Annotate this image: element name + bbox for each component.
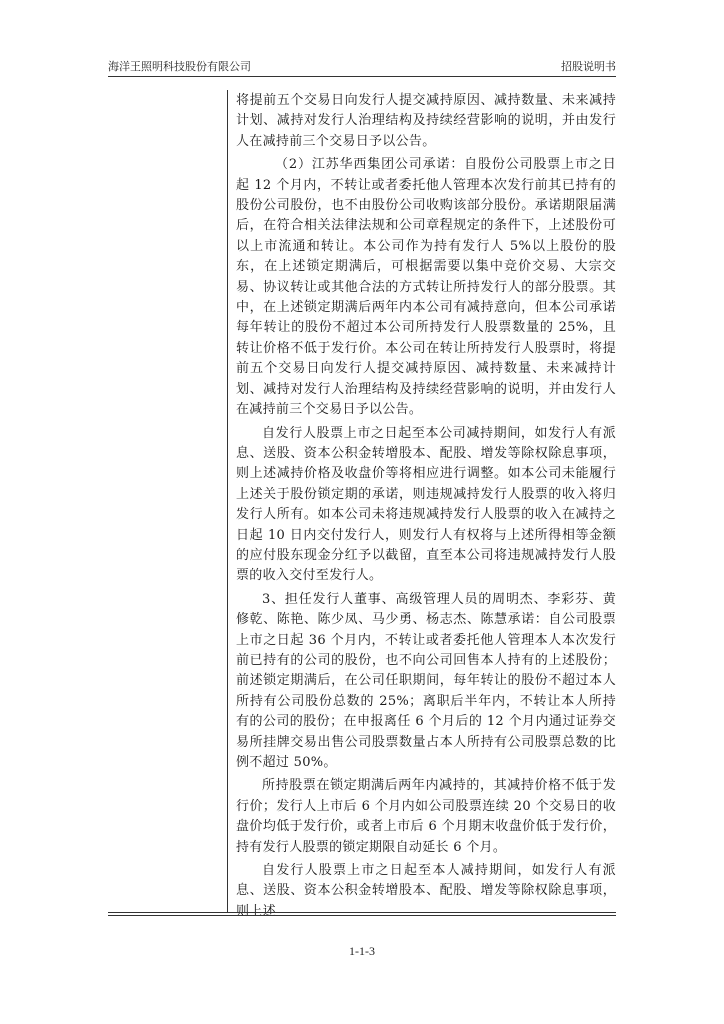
paragraph-price-adjustment: 自发行人股票上市之日起至本公司减持期间，如发行人有派息、送股、资本公积金转增股本、配股、增发等除权除息事项，则上述减持价格及收盘价等将相应进行调整。如本公司未能履行上述关于股份锁定期的承诺，则违规减持发行人股票的收入将归发行人所有。如本公司未将违规减持发行人股票的收入在减持之日起 10 日内交付发行人，则发行人有权将与上述所得相等金额的应付股东现金分红予以截留，直至本公司将违规减持发行人股票的收入交付至发行人。 xyxy=(236,425,616,584)
table-bottom-rule xyxy=(108,912,616,913)
table-column-divider xyxy=(227,90,228,913)
document-body xyxy=(236,91,616,922)
header-company-name: 海洋王照明科技股份有限公司 xyxy=(108,60,251,73)
header-rule xyxy=(108,76,616,77)
page-number: 1-1-3 xyxy=(349,944,375,958)
paragraph-continuation: 将提前五个交易日向发行人提交减持原因、减持数量、未来减持计划、减持对发行人治理结构及持续经营影响的说明，并由发行人在减持前三个交易日予以公告。 xyxy=(236,93,616,149)
paragraph-personal-reduction: 自发行人股票上市之日起至本人减持期间，如发行人有派息、送股、资本公积金转增股本、配股、增发等除权除息事项，则上述 xyxy=(236,863,616,919)
page-header xyxy=(108,58,616,76)
paragraph-huaxi-commitment: （2）江苏华西集团公司承诺：自股份公司股票上市之日起 12 个月内，不转让或者委托他人管理本次发行前其已持有的股份公司股份，也不由股份公司收购该部分股份。承诺期限届满后，在符合相关法律法规和公司章程规定的条件下，上述股份可以上市流通和转让。本公司作为持有发行人 5%以上股份的股东，在上述锁定期满后，可根据需要以集中竞价交易、大宗交易、协议转让或其他合法的方式转让所持发行人的部分股票。其中，在上述锁定期满后两年内本公司有减持意向，但本公司承诺每年转让的股份不超过本公司所持发行人股票数量的 25%，且转让价格不低于发行价。本公司在转让所持发行人股票时，将提前五个交易日向发行人提交减持原因、减持数量、未来减持计划、减持对发行人治理结构及持续经营影响的说明，并由发行人在减持前三个交易日予以公告。 xyxy=(236,157,616,418)
header-document-type: 招股说明书 xyxy=(561,60,616,73)
paragraph-directors-commitment: 3、担任发行人董事、高级管理人员的周明杰、李彩芬、黄修乾、陈艳、陈少凤、马少勇、杨志杰、陈慧承诺：自公司股票上市之日起 36 个月内，不转让或者委托他人管理本人本次发行前已持有的公司的股份，也不向公司回售本人持有的上述股份；前述锁定期满后，在公司任职期间，每年转让的股份不超过本人所持有公司股份总数的 25%；离职后半年内，不转让本人所持有的公司的股份；在申报离任 6 个月后的 12 个月内通过证券交易所挂牌交易出售公司股票数量占本人所持有公司股票总数的比例不超过 50%。 xyxy=(236,591,616,770)
table-bottom-rule-double xyxy=(108,915,616,916)
paragraph-lockup-extension: 所持股票在锁定期满后两年内减持的，其减持价格不低于发行价；发行人上市后 6 个月内如公司股票连续 20 个交易日的收盘价均低于发行价，或者上市后 6 个月期末收盘价低于发行价，持有发行人股票的锁定期限自动延长 6 个月。 xyxy=(236,778,616,855)
